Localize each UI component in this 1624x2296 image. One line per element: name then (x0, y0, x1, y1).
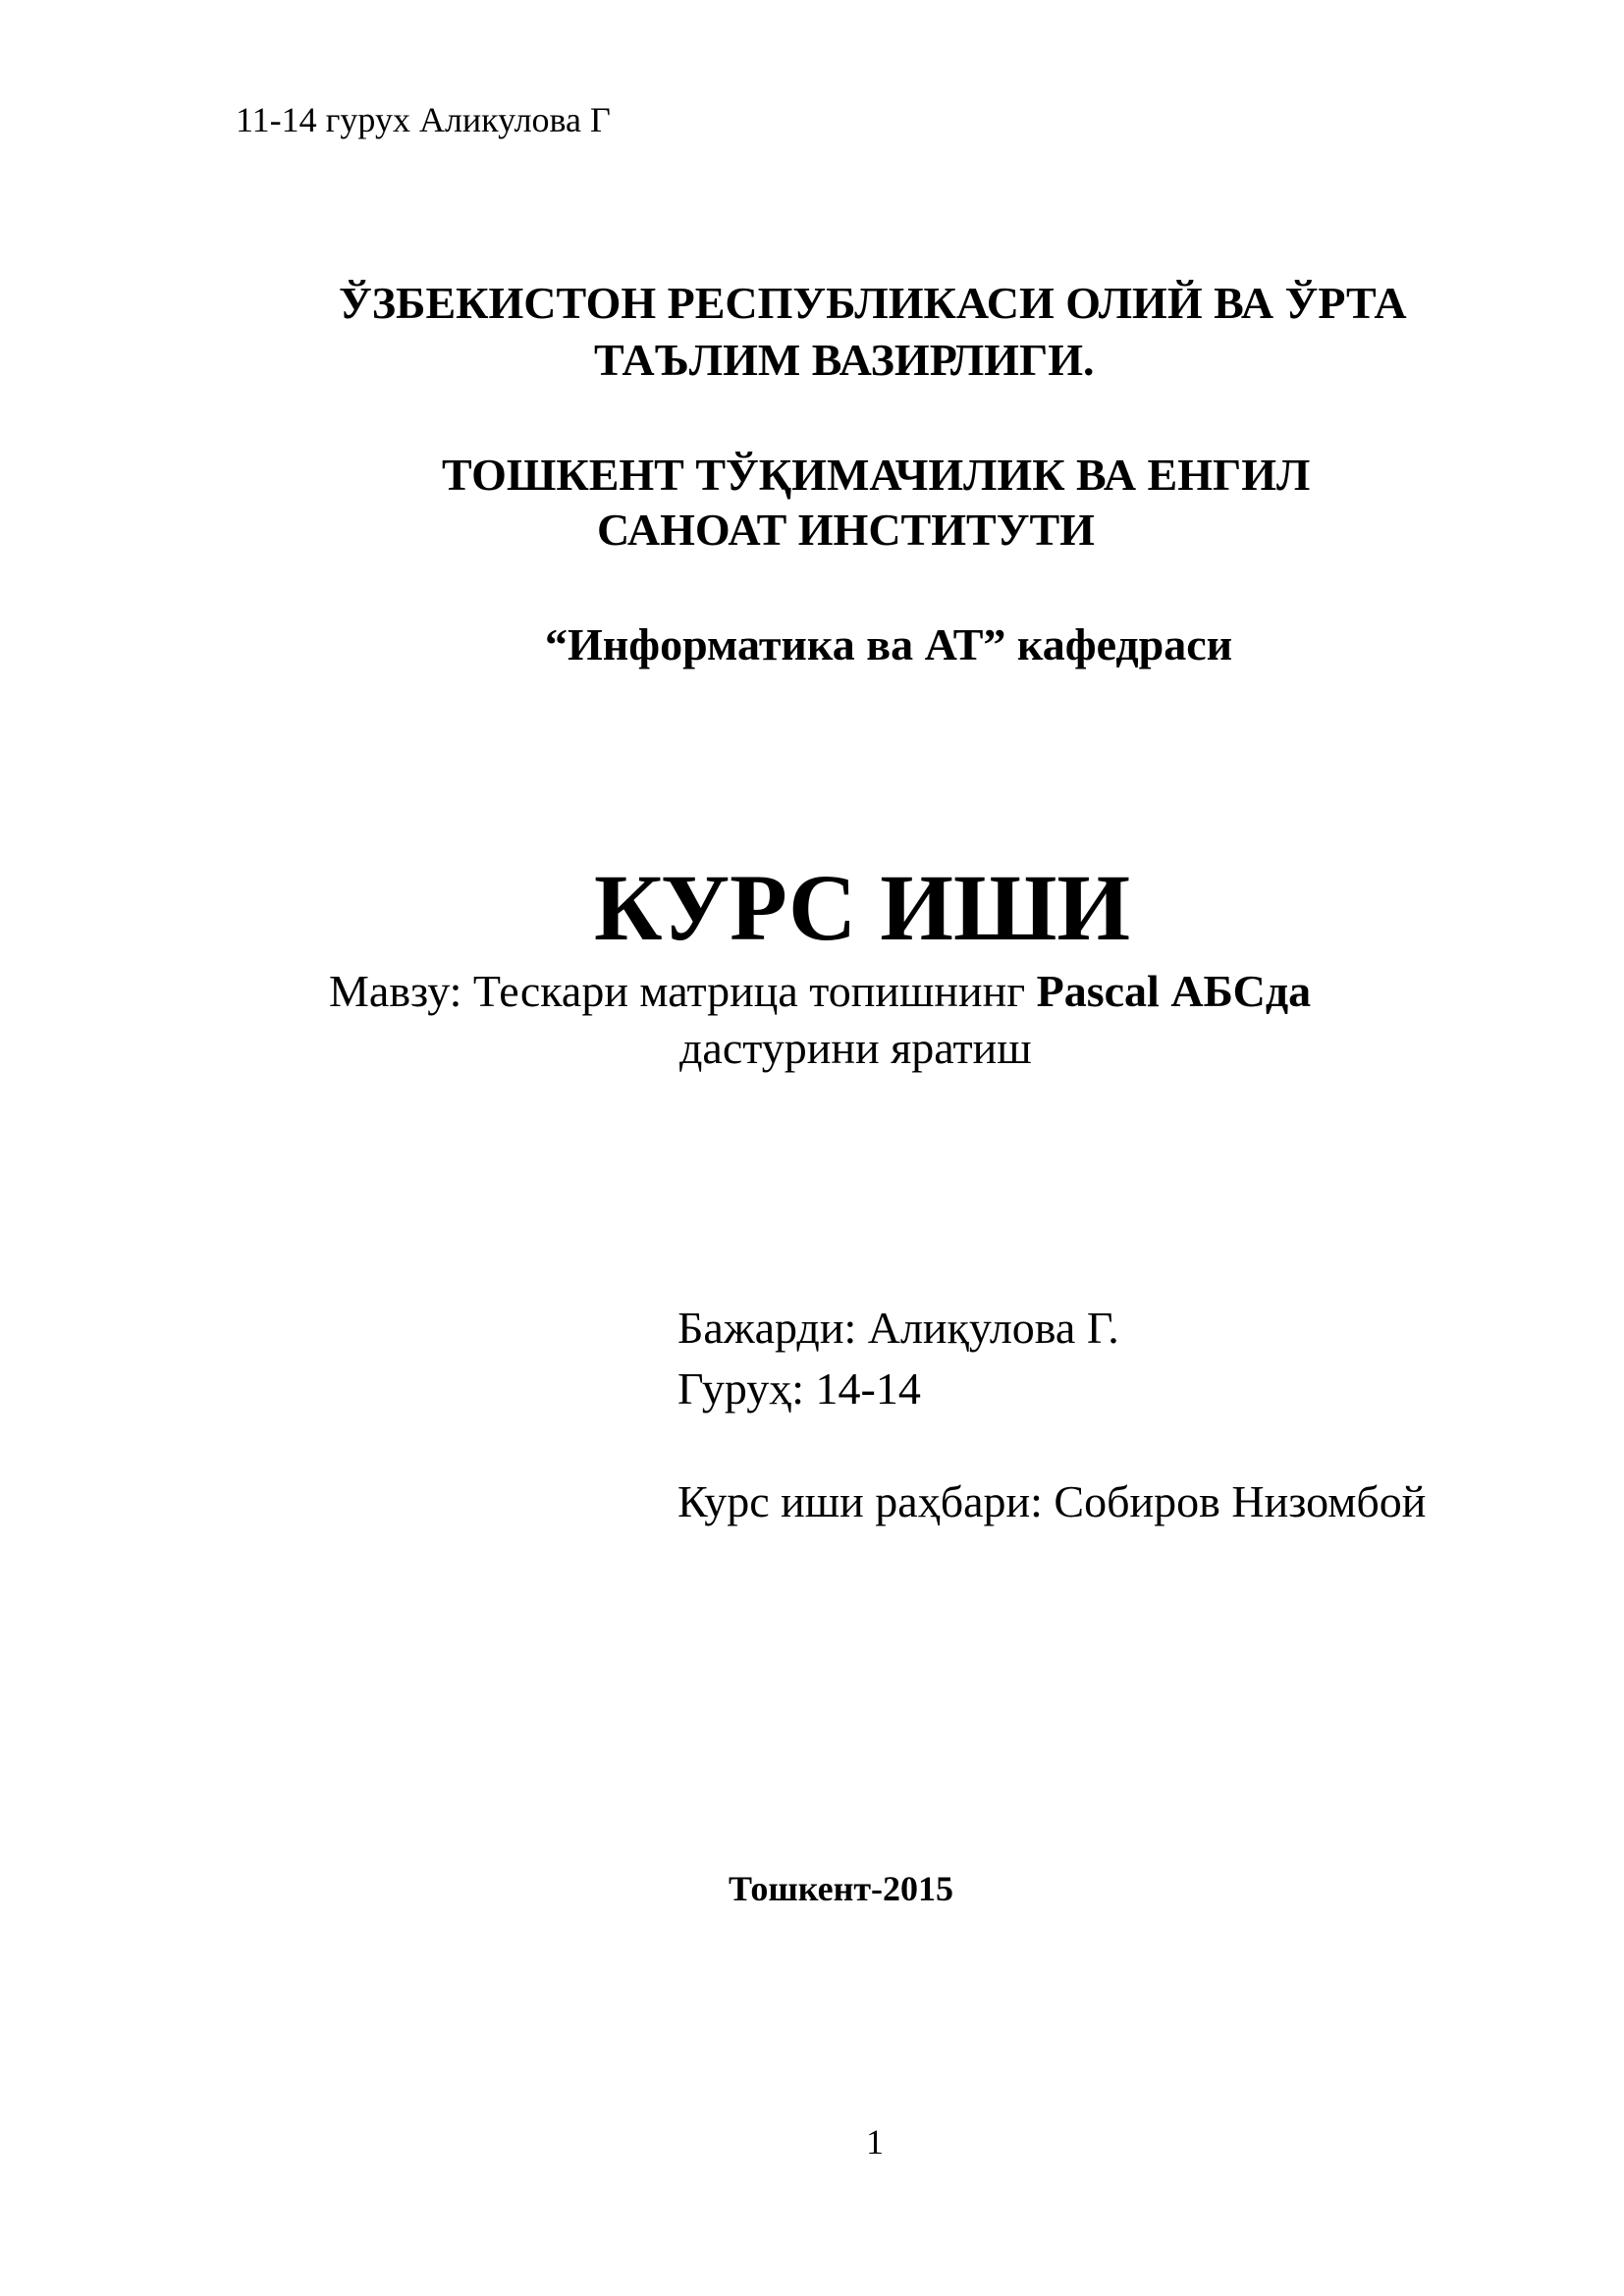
group-line: Гуруҳ: 14-14 (677, 1363, 921, 1414)
institute-line-1: ТОШКЕНТ ТЎҚИМАЧИЛИК ВА ЕНГИЛ (442, 450, 1311, 500)
document-title: КУРС ИШИ (594, 855, 1131, 960)
supervisor-line: Курс иши раҳбари: Собиров Низомбой (677, 1476, 1427, 1526)
topic-prefix: Мавзу: Тескари матрица топишнинг (329, 966, 1037, 1016)
performer-line: Бажарди: Алиқулова Г. (677, 1303, 1119, 1353)
ministry-line-1: ЎЗБЕКИСТОН РЕСПУБЛИКАСИ ОЛИЙ ВА ЎРТА (339, 278, 1407, 328)
department-name: “Информатика ва АТ” кафедраси (545, 619, 1233, 669)
topic-language: Pascal АБСда (1036, 966, 1312, 1016)
city-year: Тошкент-2015 (729, 1869, 954, 1908)
ministry-line-2: ТАЪЛИМ ВАЗИРЛИГИ. (594, 335, 1095, 385)
header-note: 11-14 гурух Аликулова Г (236, 100, 611, 139)
institute-line-2: САНОАТ ИНСТИТУТИ (597, 505, 1095, 555)
topic-line-1 (329, 964, 1311, 1019)
page-number: 1 (866, 2122, 884, 2162)
topic-line-2: дастурини яратиш (679, 1023, 1032, 1073)
